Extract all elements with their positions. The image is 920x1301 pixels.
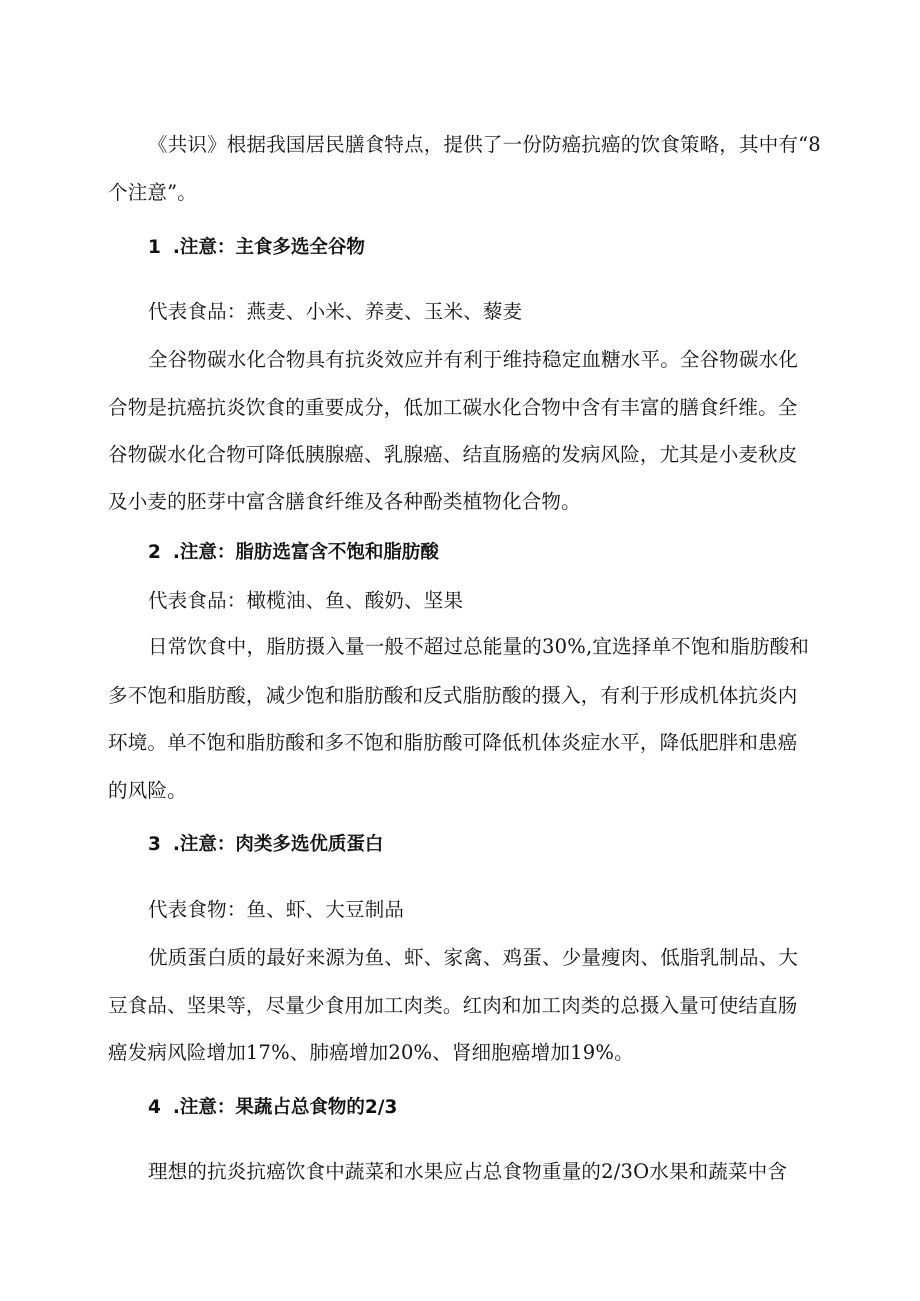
section-1-body-line-2: 合物是抗癌抗炎饮食的重要成分，低加工碳水化合物中含有丰富的膳食纤维。全 bbox=[108, 396, 798, 419]
section-1-foods: 代表食品：燕麦、小米、养麦、玉米、藜麦 bbox=[148, 300, 523, 323]
section-2-body-line-4: 的风险。 bbox=[108, 779, 187, 802]
section-1-body-line-4: 及小麦的胚芽中富含膳食纤维及各种酚类植物化合物。 bbox=[108, 490, 581, 513]
section-3-foods: 代表食物：鱼、虾、大豆制品 bbox=[148, 898, 405, 921]
section-1-body-line-1: 全谷物碳水化合物具有抗炎效应并有利于维持稳定血糖水平。全谷物碳水化 bbox=[148, 348, 799, 371]
section-2-heading bbox=[148, 541, 439, 565]
section-1-title: .注意：主食多选全谷物 bbox=[172, 237, 365, 258]
section-3-body-line-2: 豆食品、坚果等，尽量少食用加工肉类。红肉和加工肉类的总摄入量可使结直肠 bbox=[108, 994, 798, 1017]
section-3-number: 3 bbox=[148, 834, 161, 855]
section-3-title: .注意：肉类多选优质蛋白 bbox=[172, 834, 384, 855]
section-3-body-line-1: 优质蛋白质的最好来源为鱼、虾、家禽、鸡蛋、少量瘦肉、低脂乳制品、大 bbox=[148, 946, 799, 969]
section-1-heading bbox=[148, 236, 365, 260]
section-3-body-line-3: 癌发病风险增加17%、肺癌增加20%、肾细胞癌增加19%。 bbox=[108, 1041, 634, 1064]
section-2-foods: 代表食品：橄榄油、鱼、酸奶、坚果 bbox=[148, 589, 464, 612]
section-1-number: 1 bbox=[148, 237, 161, 258]
section-4-number: 4 bbox=[148, 1097, 161, 1118]
section-2-body-line-2: 多不饱和脂肪酸，减少饱和脂肪酸和反式脂肪酸的摄入，有利于形成机体抗炎内 bbox=[108, 684, 798, 707]
intro-line-2: 个注意”。 bbox=[108, 181, 197, 204]
section-2-title: .注意：脂肪选富含不饱和脂肪酸 bbox=[172, 542, 439, 563]
section-4-title: .注意：果蔬占总食物的2/3 bbox=[172, 1097, 398, 1118]
section-2-number: 2 bbox=[148, 542, 161, 563]
section-3-heading bbox=[148, 833, 383, 857]
section-2-body-line-1: 日常饮食中，脂肪摄入量一般不超过总能量的30%,宜选择单不饱和脂肪酸和 bbox=[148, 635, 810, 658]
section-4-heading bbox=[148, 1096, 397, 1120]
section-2-body-line-3: 环境。单不饱和脂肪酸和多不饱和脂肪酸可降低机体炎症水平，降低肥胖和患癌 bbox=[108, 731, 798, 754]
section-1-body-line-3: 谷物碳水化合物可降低胰腺癌、乳腺癌、结直肠癌的发病风险，尤其是小麦秋皮 bbox=[108, 443, 798, 466]
section-4-body-line-1: 理想的抗炎抗癌饮食中蔬菜和水果应占总食物重量的2/3O水果和蔬菜中含 bbox=[148, 1160, 788, 1183]
intro-line-1: 《共识》根据我国居民膳食特点，提供了一份防癌抗癌的饮食策略，其中有“8 bbox=[148, 133, 821, 156]
